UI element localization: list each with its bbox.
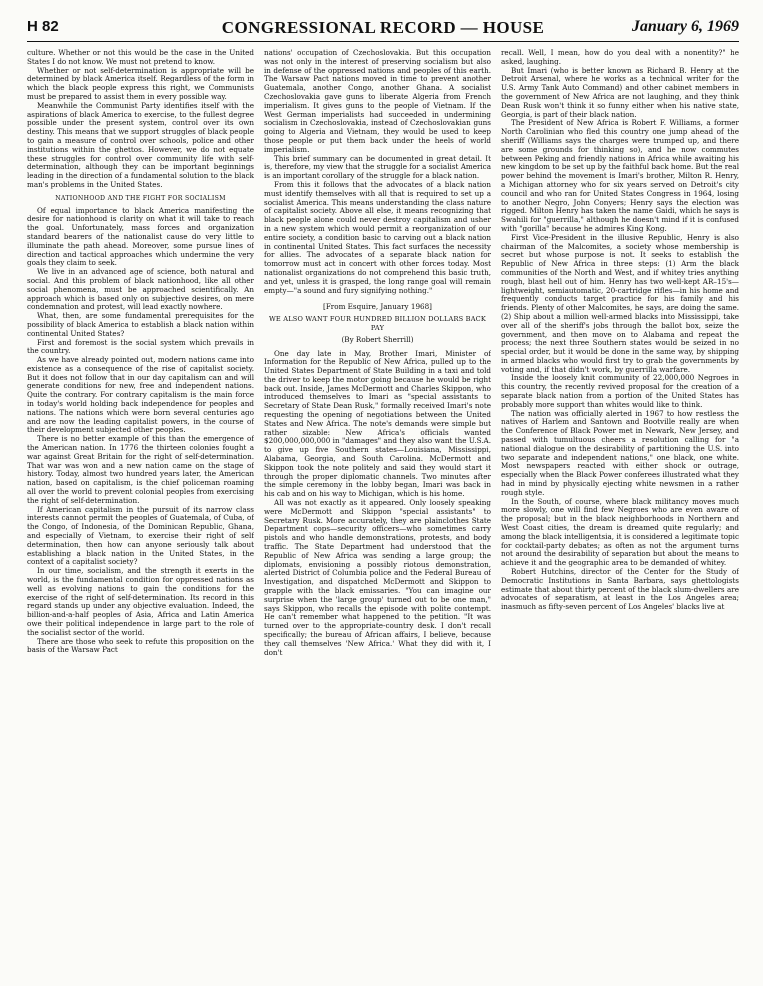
paragraph: culture. Whether or not this would be the case in the United States I do not know. We must not pretend to know. [27, 49, 254, 66]
paragraph: There is no better example of this than the emergence of the American nation. In 1776 the thirteen colonies fought a war against Great Britain for the right of self-determination. That war was won and a new nation came on the stage of history. Today, almost two hundred years later, the American nation, based on capitalism, is the chief policeman roaming all over the world to prevent colonial peoples from exercising the right of self-determination. [27, 434, 254, 505]
paragraph: We live in an advanced age of science, both natural and social. And this problem of black nationhood, like all other social phenomena, must be approached scientifically. An approach which is based only on subjective desires, on mere condemnation and protest, will lead exactly nowhere. [27, 267, 254, 312]
paragraph: Inside the loosely knit community of 22,000,000 Negroes in this country, the recently revived proposal for the creation of a separate black nation from a portion of the United States has probably more support than whites would like to think. [501, 373, 739, 409]
paragraph: First and foremost is the social system which prevails in the country. [27, 337, 254, 356]
paragraph: Whether or not self-determination is appropriate will be determined by black America itself. Regardless of the form in which the black people express this right, we Communists must be prepared to assist them in every possible way. [27, 65, 254, 101]
paragraph: The nation was officially alerted in 1967 to how restless the natives of Harlem and Santown and Bootville really are when the Conference of Black Power met in Newark, New Jersey, and passed with tumultuous cheers a resolution calling for "a national dialogue on the desirability of partitioning the U.S. into two separate and independent nations," one black, one white. Most newspapers reacted with either shock or outrage, especially when the Black Power conferees illustrated what they had in mind by physically ejecting white newsmen in a rather rough style. [501, 408, 739, 497]
paragraph: nations' occupation of Czechoslovakia. But this occupation was not only in the interest of preserving socialism but also in defense of the oppressed nations and peoples of this earth. The Warsaw Pact nations moved in time to prevent another Guatemala, another Congo, another Ghana. A socialist Czechoslovakia gave guns to liberate Algeria from French imperialism. It gives guns to the people of Vietnam. If the West German imperialists had succeeded in undermining socialism in Czechoslovakia, instead of Czechoslovakian guns going to Algeria and Vietnam, they would be used to keep those people or put them back under the heels of world imperialism. [264, 49, 491, 154]
paragraph: If American capitalism in the pursuit of its narrow class interests cannot permit the peoples of Guatemala, of Cuba, of the Congo, of Indonesia, of the Dominican Republic, Ghana, and especially of Vietnam, to exercise their right of self determination, then how can anyone seriously talk about establishing a black nation in the United States, in the context of a capitalist society? [27, 504, 254, 567]
paragraph: Robert Hutchins, director of the Center for the Study of Democratic Institutions in Santa Barbara, says ghettologists estimate that about thirty percent of the black slum-dwellers are advocates of separatism, at least in the Los Angeles area; inasmuch as fifty-seven percent of Los Angeles' blacks live at [501, 567, 739, 612]
paragraph: In the South, of course, where black militancy moves much more slowly, one will find few Negroes who are even aware of the proposal; but in the black neighborhoods in Northern and West Coast cities, the dream is dreamed quite regularly; and among the black intelligentsia, it is considered a legitimate topic for cocktail-party debates; as often as not the argument turns not around the desirability of separation but about the means to achieve it and the geographic area to be demanded of whitey. [501, 496, 739, 568]
paragraph: But Imari (who is better known as Richard B. Henry at the Detroit Arsenal, where he works as a technical writer for the U.S. Army Tank Auto Command) and other cabinet members in the government of New Africa are not laughing, and they think Dean Rusk won't think it so funny either when his native state, Georgia, is part of their black nation. [501, 65, 739, 119]
paragraph: First Vice-President in the illusive Republic, Henry is also chairman of the Malcomites, a society whose membership is secret but whose purpose is not. It seeks to establish the Republic of New Africa in three steps: (1) Arm the black communities of the North and West, and if whitey tries anything rough, blast hell out of him. Henry has two well-kept AR–15's—lightweight, semiautomatic, 20-cartridge rifles—in his home and frequently conducts target practice for his family and his friends. Plenty of other Malcomites, he says, are doing the same. (2) Ship about a million well-armed blacks into Mississippi, take over all of the sheriff's jobs through the ballot box, seize the government, and then move on to Alabama and repeat the process; the next three Southern states would be seized in no special order, but it would be done in the same way, by shipping in armed blacks who would first try to grab the governments by voting and, if that didn't work, by guerrilla warfare. [501, 232, 739, 374]
paragraph: One day late in May, Brother Imari, Minister of Information for the Republic of New Africa, pulled up to the United States Department of State Building in a taxi and told the driver to keep the motor going because he would be right back out. Inside, James McDermott and Charles Skippon, who introduced themselves to Imari as "special assistants to Secretary of State Dean Rusk," formally received Imari's note requesting the opening of negotiations between the United States and New Africa. The note's demands were simple but rather sizable: New Africa's officials wanted $200,000,000,000 in "damages" and they also want the U.S.A. to give up five Southern states—Louisiana, Mississippi, Alabama, Georgia, and South Carolina. McDermott and Skippon took the note politely and said they would start it through the proper diplomatic channels. Two minutes after the simple ceremony in the lobby began, Imari was back in his cab and on his way to Michigan, which is his home. [264, 348, 491, 499]
paragraph: Meanwhile the Communist Party identifies itself with the aspirations of black America to exercise, to the fullest degree possible under the present system, control over its own destiny. This means that we support struggles of black people to gain a measure of control over schools, police and other institutions within the ghettos. However, we do not equate these struggles for control over community life with self-determination, although they can be important beginnings leading in the direction of a fundamental solution to the black man's problems in the United States. [27, 100, 254, 189]
paragraph: The President of New Africa is Robert F. Williams, a former North Carolinian who fled this country one jump ahead of the sheriff (Williams says the charges were trumped up, and there are some grounds for thinking so), and he now commutes between Peking and friendly nations in Africa while awaiting his new kingdom to be set up by the faithful back home. But the real power behind the movement is Imari's brother, Milton R. Henry, a Michigan attorney who for six years served on Detroit's city council and who ran for United States Congress in 1964, losing to another Negro, John Conyers; Henry says the election was rigged. Milton Henry has taken the name Gaidi, which he says is Swahili for "guerrilla," although he doesn't mind if it is confused with "gorilla" because he admires King Kong. [501, 118, 739, 233]
text-column-2 [264, 49, 491, 974]
section-heading: NATIONHOOD AND THE FIGHT FOR SOCIALISM [55, 194, 226, 202]
page-number: H 82 [27, 18, 59, 35]
running-header [27, 18, 739, 40]
paragraph: There are those who seek to refute this proposition on the basis of the Warsaw Pact [27, 636, 254, 655]
paragraph: From this it follows that the advocates of a black nation must identify themselves with all that is required to set up a socialist America. This means understanding the class nature of capitalist society. Above all else, it means recognizing that black people alone could never destroy capitalism and usher in a new system which would permit a reorganization of our entire society, a condition basic to carving out a black nation in continental United States. This fact surfaces the necessity for allies. The advocates of a separate black nation for tomorrow must act in concert with other forces today. Most nationalist organizations do not comprehend this basic truth, and yet, unless it is grasped, the long range goal will remain empty—"a sound and fury signifying nothing." [264, 179, 491, 295]
paragraph: In our time, socialism, and the strength it exerts in the world, is the fundamental condition for oppressed nations as well as evolving nations to gain the conditions for the exercise of the right of self-determination. Its record in this regard stands up under any objective evaluation. Indeed, the billion-and-a-half peoples of Asia, Africa and Latin America owe their political independence in large part to the role of the socialist sector of the world. [27, 566, 254, 637]
paragraph: What, then, are some fundamental prerequisites for the possibility of black America to establish a black nation within continental United States? [27, 311, 254, 338]
paragraph: This brief summary can be documented in great detail. It is, therefore, my view that the struggle for a socialist America is an important corollary of the struggle for a black nation. [264, 153, 491, 181]
paragraph: recall. Well, I mean, how do you deal with a nonentity?" he asked, laughing. [501, 49, 739, 66]
paragraph: All was not exactly as it appeared. Only loosely speaking were McDermott and Skippon "special assistants" to Secretary Rusk. More accurately, they are plainclothes State Department cops—security officers—who sometimes carry pistols and who handle demonstrations, protests, and body traffic. The State Department had understood that the Republic of New Africa was sending a large group; the diplomats, envisioning a possibly riotous demonstration, alerted District of Columbia police and the Federal Bureau of Investigation, and dispatched McDermott and Skippon to grapple with the black emissaries. "You can imagine our surprise when the 'large group' turned out to be one man," says Skippon, who recalls the episode with polite contempt. He can't remember what happened to the petition. "It was turned over to the appropriate-country desk. I don't recall specifically; the bureau of African affairs, I believe, because they call themselves 'New Africa.' What they did with it, I don't [264, 498, 491, 657]
text-column-3 [501, 49, 739, 974]
publication-title: CONGRESSIONAL RECORD — HOUSE [221, 18, 545, 37]
paragraph: Of equal importance to black America manifesting the desire for nationhood is clarity on what it will take to reach the goal. Unfortunately, mass forces and organization standard bearers of the nationalist cause do very little to illuminate the path ahead. Moreover, some pursue lines of direction and tactical approaches which undermine the very goals they claim to seek. [27, 205, 254, 268]
article-title: WE ALSO WANT FOUR HUNDRED BILLION DOLLARS BACK PAY [268, 315, 487, 332]
publication-date: January 6, 1969 [631, 18, 739, 35]
text-column-1 [27, 49, 254, 974]
article-byline: (By Robert Sherrill) [341, 334, 414, 344]
source-citation: [From Esquire, January 1968] [323, 302, 432, 312]
header-rule [27, 41, 739, 42]
paragraph: As we have already pointed out, modern nations came into existence as a consequence of the rise of capitalist society. But it does not follow that in our day capitalism can and will generate conditions for new, free and independent nations. Quite the contrary. For contrary capitalism is the main force in today's world holding back independence for peoples and nations. The nations which were born several centuries ago and are now the leading capitalist powers, in the course of their development subjected other peoples. [27, 355, 254, 435]
